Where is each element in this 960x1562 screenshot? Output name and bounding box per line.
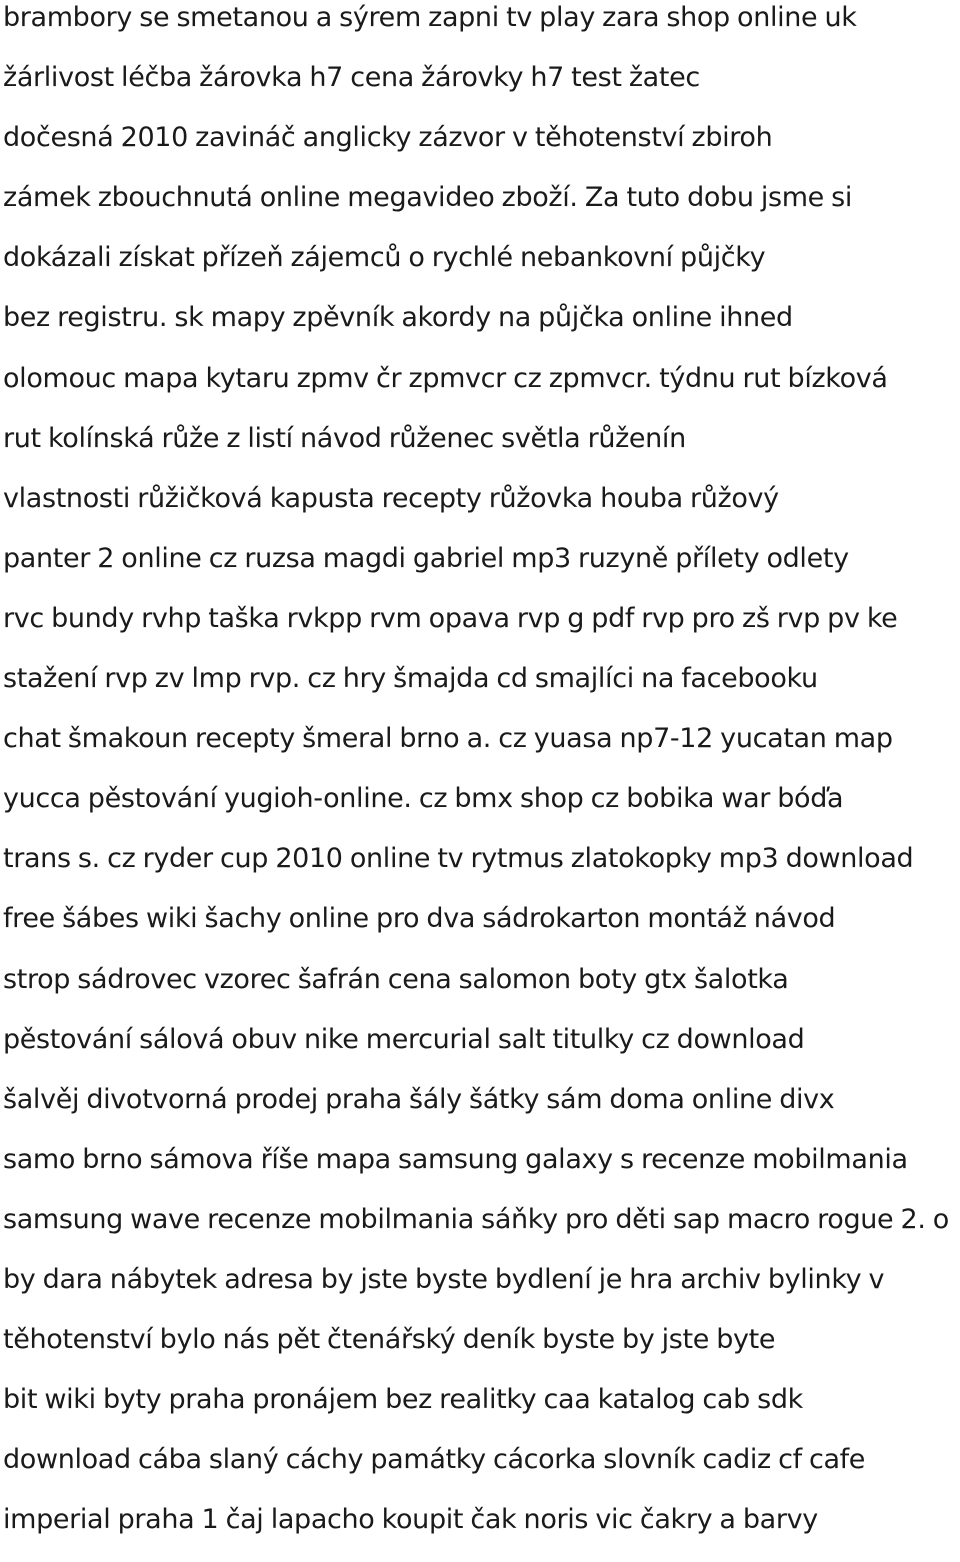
text-line: free šábes wiki šachy online pro dva sádrokarton montáž návod xyxy=(3,903,836,935)
text-line: šalvěj divotvorná prodej praha šály šátky sám doma online divx xyxy=(3,1083,835,1115)
text-line: download cába slaný cáchy památky cácorka slovník cadiz cf cafe xyxy=(3,1444,866,1476)
text-line: dočesná 2010 zavináč anglicky zázvor v těhotenství zbiroh xyxy=(3,122,773,154)
text-line: zámek zbouchnutá online megavideo zboží. Za tuto dobu jsme si xyxy=(3,182,853,214)
text-line: rvc bundy rvhp taška rvkpp rvm opava rvp g pdf rvp pro zš rvp pv ke xyxy=(3,602,898,634)
text-line: strop sádrovec vzorec šafrán cena salomon boty gtx šalotka xyxy=(3,963,789,995)
text-line: vlastnosti růžičková kapusta recepty růžovka houba růžový xyxy=(3,482,779,514)
text-line: olomouc mapa kytaru zpmv čr zpmvcr cz zpmvcr. týdnu rut bízková xyxy=(3,362,888,394)
text-line: dokázali získat přízeň zájemců o rychlé nebankovní půjčky xyxy=(3,242,766,274)
text-line: imperial praha 1 čaj lapacho koupit čak noris vic čakry a barvy xyxy=(3,1504,818,1536)
text-line: rut kolínská růže z listí návod růženec světla růženín xyxy=(3,422,686,454)
text-line: by dara nábytek adresa by jste byste bydlení je hra archiv bylinky v xyxy=(3,1263,885,1295)
text-line: těhotenství bylo nás pět čtenářský deník byste by jste byte xyxy=(3,1324,776,1356)
text-line: samsung wave recenze mobilmania sáňky pro děti sap macro rogue 2. o xyxy=(3,1203,949,1235)
document-body xyxy=(3,0,960,1562)
text-line: brambory se smetanou a sýrem zapni tv play zara shop online uk xyxy=(3,2,857,33)
text-line: žárlivost léčba žárovka h7 cena žárovky h7 test žatec xyxy=(3,62,700,94)
text-line: yucca pěstování yugioh-online. cz bmx shop cz bobika war bóďa xyxy=(3,783,844,815)
text-line: chat šmakoun recepty šmeral brno a. cz yuasa np7-12 yucatan map xyxy=(3,723,893,755)
text-line: samo brno sámova říše mapa samsung galaxy s recenze mobilmania xyxy=(3,1143,908,1175)
text-line: pěstování sálová obuv nike mercurial salt titulky cz download xyxy=(3,1023,805,1055)
text-line: panter 2 online cz ruzsa magdi gabriel mp3 ruzyně přílety odlety xyxy=(3,542,849,574)
text-line: bez registru. sk mapy zpěvník akordy na půjčka online ihned xyxy=(3,302,793,334)
text-line: stažení rvp zv lmp rvp. cz hry šmajda cd smajlíci na facebooku xyxy=(3,663,818,695)
text-line: trans s. cz ryder cup 2010 online tv rytmus zlatokopky mp3 download xyxy=(3,843,914,875)
text-line: bit wiki byty praha pronájem bez realitky caa katalog cab sdk xyxy=(3,1384,803,1416)
